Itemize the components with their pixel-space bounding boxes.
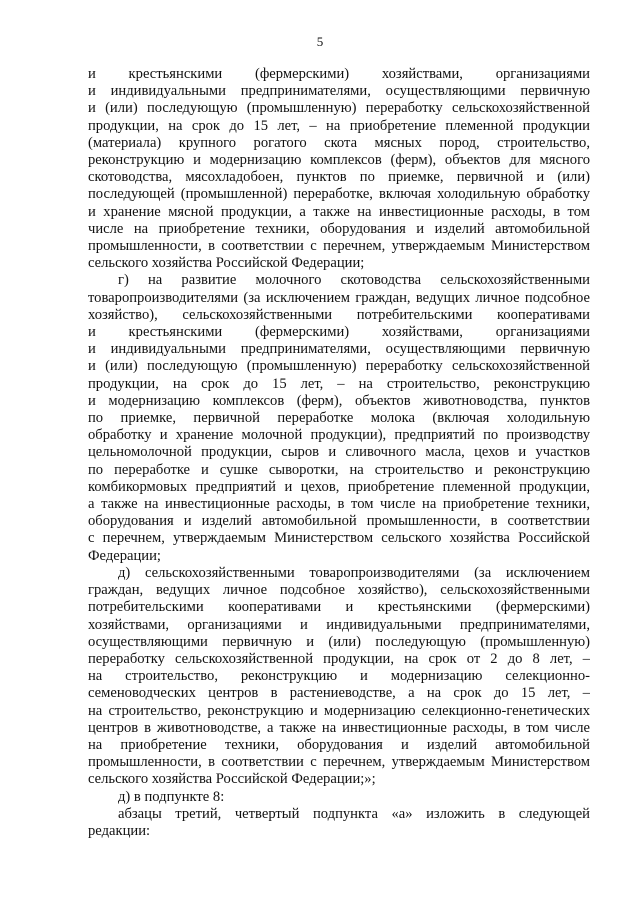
text-line: скотоводства, мясохладобоен, пунктов по приемке, первичной и (или): [88, 169, 590, 186]
text-line: на строительство, реконструкцию и модернизацию селекционно-генетических: [88, 702, 590, 719]
paragraph-p1: [88, 66, 590, 272]
text-line: оборудования и изделий автомобильной промышленности, в соответствии: [88, 513, 590, 530]
paragraph-p3: [88, 565, 590, 789]
page-number: 5: [316, 34, 324, 49]
text-line: Федерации;: [88, 547, 161, 564]
paragraph-p2: [88, 272, 590, 564]
text-line: цельномолочной продукции, сыров и сливочного масла, цехов и участков: [88, 444, 590, 461]
document-body: [88, 66, 590, 840]
text-line: реконструкцию и модернизацию комплексов (ферм), объектов для мясного: [88, 152, 590, 169]
text-line: семеноводческих центров в растениеводстве, а на срок до 15 лет, –: [88, 685, 590, 702]
text-line: редакции:: [88, 822, 151, 839]
text-line: по переработке и сушке сыворотки, на строительство и реконструкцию: [88, 461, 590, 478]
text-line: продукции, на срок до 15 лет, – на строительство, реконструкцию: [88, 375, 590, 392]
text-line: и хранение мясной продукции, а также на инвестиционные расходы, в том: [88, 203, 590, 220]
text-line: промышленности, в соответствии с перечнем, утверждаемым Министерством: [88, 238, 590, 255]
text-line: числе на приобретение техники, оборудования и изделий автомобильной: [88, 220, 590, 237]
text-line: по приемке, первичной переработке молока (включая холодильную: [88, 410, 590, 427]
text-line: переработку сельскохозяйственной продукции, на срок от 2 до 8 лет, –: [88, 650, 590, 667]
text-line: и модернизацию комплексов (ферм), объектов животноводства, пунктов: [88, 392, 590, 409]
text-line: граждан, ведущих личное подсобное хозяйство), сельскохозяйственными: [88, 582, 590, 599]
text-line: продукции, на срок до 15 лет, – на приобретение племенной продукции: [88, 117, 590, 134]
text-line: и крестьянскими (фермерскими) хозяйствами, организациями: [88, 324, 590, 341]
text-line: на строительство, реконструкцию и модернизацию селекционно-: [88, 668, 590, 685]
text-line: (материала) крупного рогатого скота мясных пород, строительство,: [88, 134, 590, 151]
text-line: обработку и хранение молочной продукции), предприятий по производству: [88, 427, 590, 444]
text-line: на приобретение техники, оборудования и изделий автомобильной: [88, 736, 590, 753]
text-line: товаропроизводителями (за исключением граждан, ведущих личное подсобное: [88, 289, 590, 306]
text-line: комбикормовых предприятий и цехов, приобретение племенной продукции,: [88, 478, 590, 495]
text-line: осуществляющими первичную и (или) последующую (промышленную): [88, 633, 590, 650]
text-line: центров в животноводстве, а также на инвестиционные расходы, в том числе: [88, 719, 590, 736]
text-line: хозяйство), сельскохозяйственными потребительскими кооперативами: [88, 306, 590, 323]
text-line: д) сельскохозяйственными товаропроизводителями (за исключением: [118, 564, 590, 581]
text-line: сельского хозяйства Российской Федерации;»;: [88, 771, 376, 788]
text-line: и (или) последующую (промышленную) переработку сельскохозяйственной: [88, 100, 590, 117]
text-line: абзацы третий, четвертый подпункта «а» изложить в следующей: [118, 805, 590, 822]
text-line: последующей (промышленной) переработке, включая холодильную обработку: [88, 186, 590, 203]
text-line: и индивидуальными предпринимателями, осуществляющими первичную: [88, 83, 590, 100]
text-line: с перечнем, утверждаемым Министерством сельского хозяйства Российской: [88, 530, 590, 547]
text-line: г) на развитие молочного скотоводства сельскохозяйственными: [118, 272, 590, 289]
paragraph-p4: [88, 789, 590, 806]
text-line: потребительскими кооперативами и крестьянскими (фермерскими): [88, 599, 590, 616]
text-line: сельского хозяйства Российской Федерации;: [88, 255, 365, 272]
text-line: промышленности, в соответствии с перечнем, утверждаемым Министерством: [88, 754, 590, 771]
text-line: и крестьянскими (фермерскими) хозяйствами, организациями: [88, 66, 590, 82]
text-line: и индивидуальными предпринимателями, осуществляющими первичную: [88, 341, 590, 358]
text-line: и (или) последующую (промышленную) переработку сельскохозяйственной: [88, 358, 590, 375]
text-line: д) в подпункте 8:: [118, 788, 225, 805]
paragraph-p5: [88, 806, 590, 840]
text-line: а также на инвестиционные расходы, в том числе на приобретение техники,: [88, 496, 590, 513]
text-line: хозяйствами, организациями и индивидуальными предпринимателями,: [88, 616, 590, 633]
